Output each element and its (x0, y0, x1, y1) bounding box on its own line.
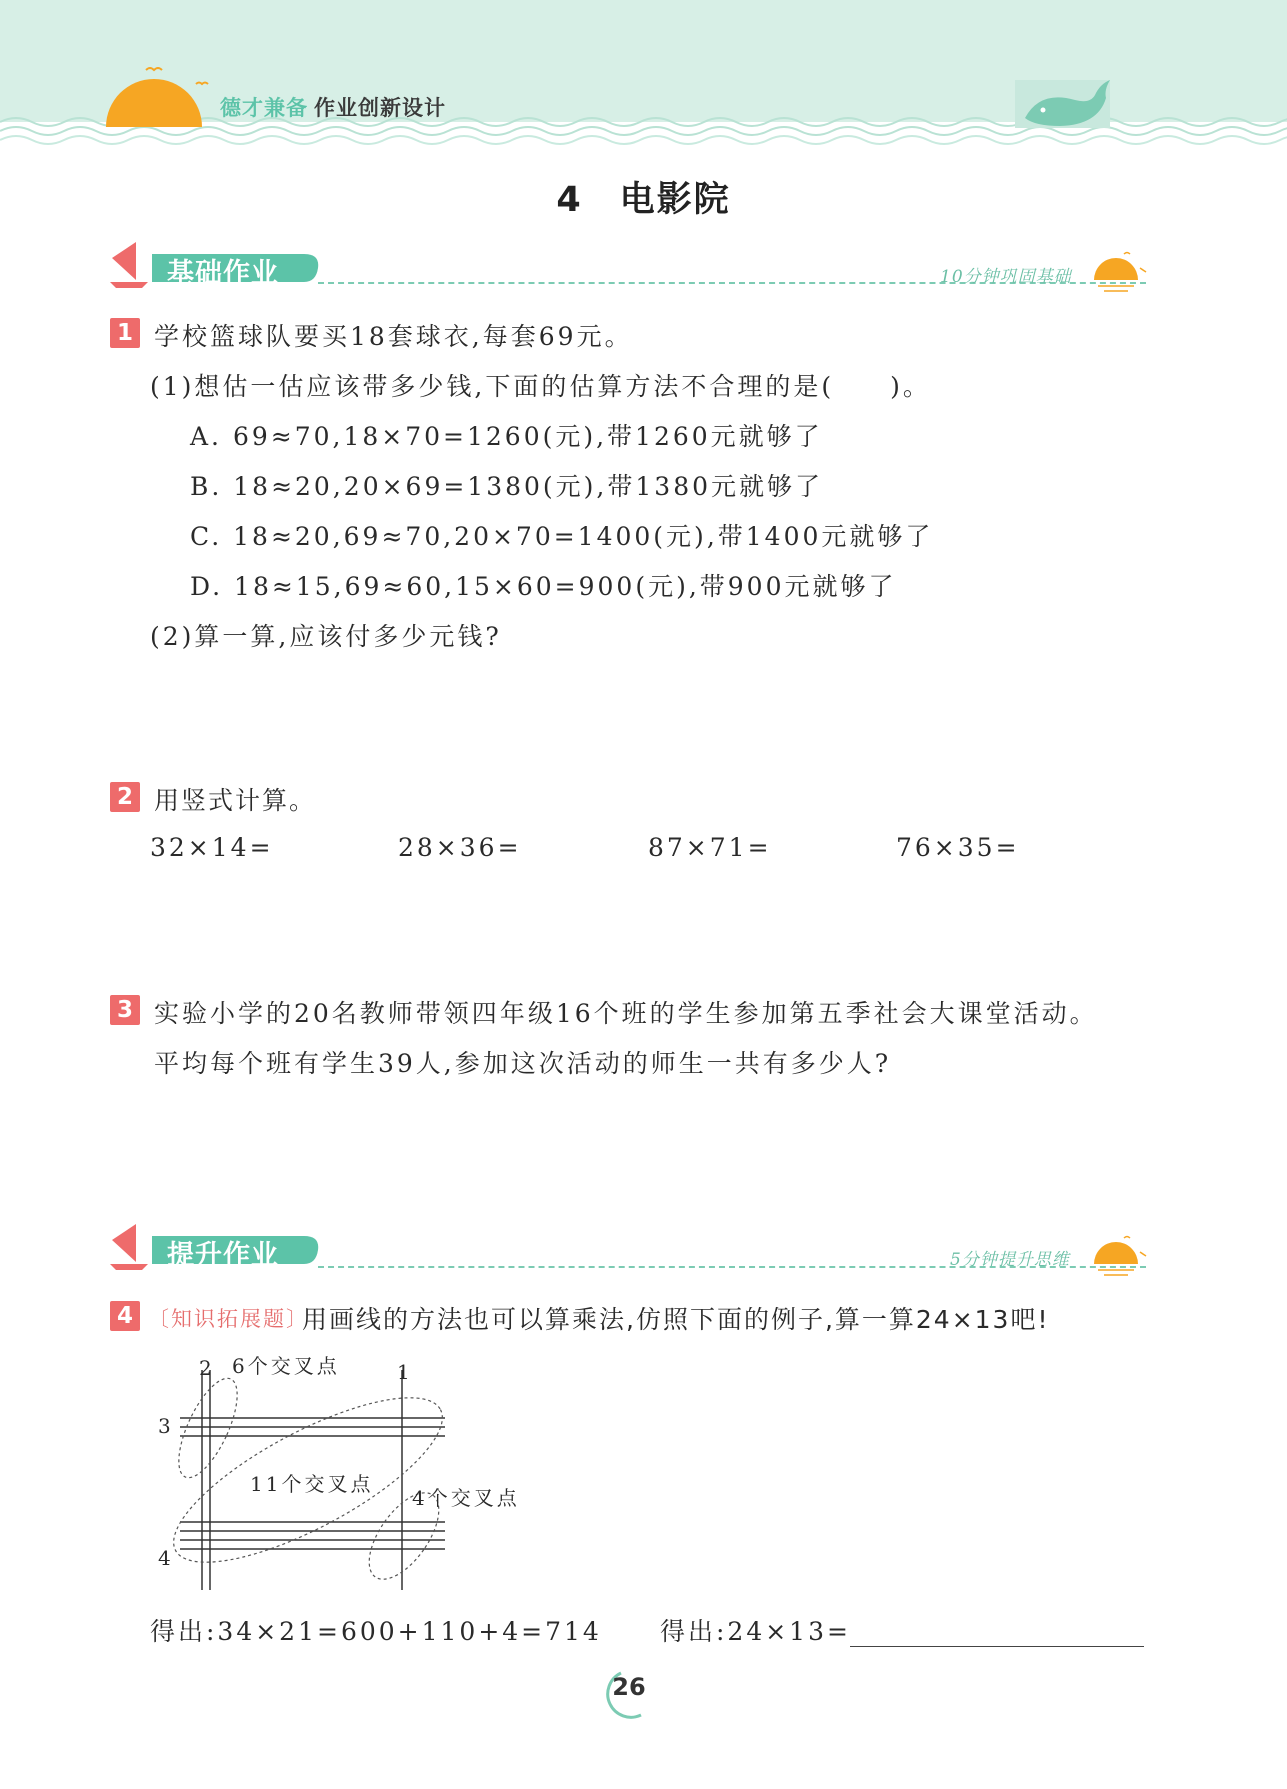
diagram-cross-4: 4个交叉点 (412, 1486, 520, 1510)
diagram-cross-6: 6个交叉点 (232, 1354, 340, 1378)
q1-option-c: C. 18≈20,69≈70,20×70=1400(元),带1400元就够了 (190, 522, 934, 551)
q1-option-b: B. 18≈20,20×69=1380(元),带1380元就够了 (190, 472, 824, 501)
q2-item-3: 87×71= (648, 833, 772, 862)
q1-part2: (2)算一算,应该付多少元钱? (150, 622, 502, 651)
brand-title (220, 92, 446, 122)
diagram-label-1: 1 (397, 1360, 413, 1384)
diagram-label-4: 4 (158, 1546, 174, 1570)
q1-option-a: A. 69≈70,18×70=1260(元),带1260元就够了 (190, 422, 823, 451)
whale-icon (1015, 80, 1110, 128)
sailboat-icon (112, 242, 136, 280)
q4-tag: 〔知识拓展题〕 (148, 1307, 309, 1331)
answer-line (850, 1646, 1144, 1647)
q2-item-1: 32×14= (150, 833, 274, 862)
section-note-advanced: 5分钟提升思维 (950, 1250, 1070, 1270)
q1-stem: 学校篮球队要买18套球衣,每套69元。 (154, 322, 633, 351)
sunset-icon (1090, 250, 1148, 296)
section-note-basic: 10分钟巩固基础 (940, 267, 1072, 287)
page-title: 4 电影院 (556, 180, 731, 220)
q4-result-example: 得出:34×21=600+110+4=714 (150, 1617, 602, 1646)
sailboat-icon (112, 1224, 136, 1262)
brand-colored: 德才兼备 (220, 96, 308, 120)
q3-line-2: 平均每个班有学生39人,参加这次活动的师生一共有多少人? (154, 1049, 892, 1078)
diagram-label-2: 2 (199, 1356, 215, 1380)
header-band (0, 0, 1287, 150)
q1-part1: (1)想估一估应该带多少钱,下面的估算方法不合理的是( )。 (150, 372, 931, 401)
q2-item-2: 28×36= (398, 833, 522, 862)
q4-result-task: 得出:24×13= (660, 1617, 851, 1646)
question-number-1: 1 (110, 318, 140, 348)
brand-plain: 作业创新设计 (314, 96, 446, 120)
q2-item-4: 76×35= (896, 833, 1020, 862)
question-number-3: 3 (110, 995, 140, 1025)
q1-option-d: D. 18≈15,69≈60,15×60=900(元),带900元就够了 (190, 572, 897, 601)
question-number-2: 2 (110, 782, 140, 812)
q4-stem: 用画线的方法也可以算乘法,仿照下面的例子,算一算24×13吧! (302, 1305, 1050, 1334)
page-number: 26 (612, 1673, 646, 1701)
section-title-advanced: 提升作业 (167, 1240, 279, 1271)
diagram-cross-11: 11个交叉点 (250, 1472, 374, 1496)
section-title-basic: 基础作业 (167, 258, 279, 289)
question-number-4: 4 (110, 1301, 140, 1331)
q3-line-1: 实验小学的20名教师带领四年级16个班的学生参加第五季社会大课堂活动。 (154, 999, 1098, 1028)
diagram-label-3: 3 (158, 1414, 174, 1438)
q2-stem: 用竖式计算。 (154, 786, 317, 815)
sunset-icon (1090, 1234, 1148, 1280)
